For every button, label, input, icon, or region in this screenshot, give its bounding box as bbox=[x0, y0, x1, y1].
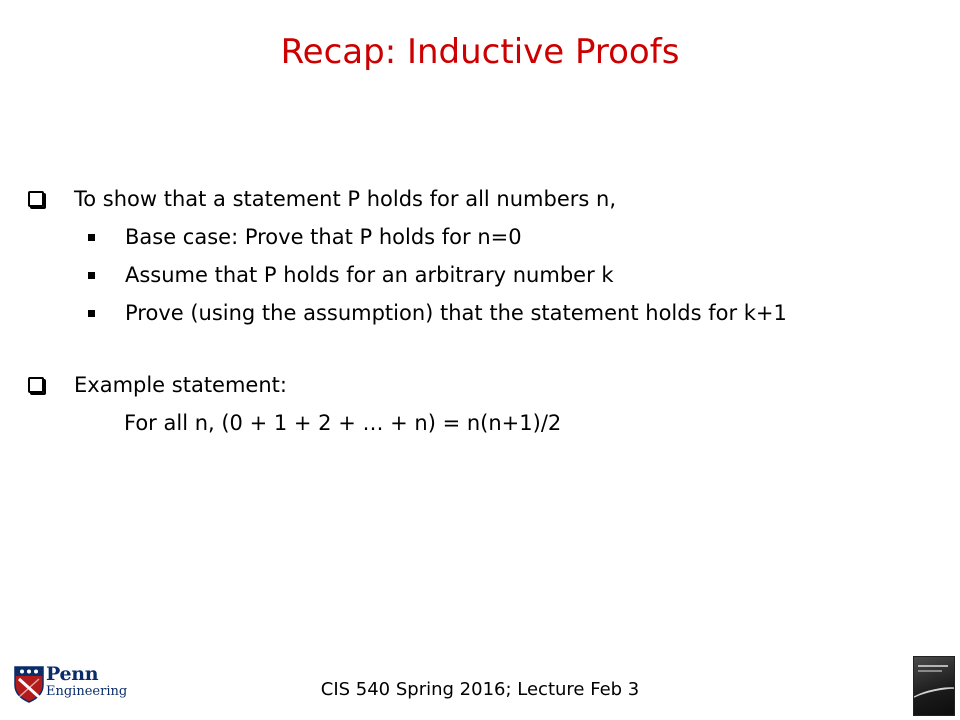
spacer bbox=[28, 332, 928, 366]
book-cover-thumbnail bbox=[913, 656, 955, 716]
book-cover-swoosh bbox=[913, 683, 955, 710]
sub-bullet-item-2 bbox=[28, 256, 928, 294]
small-square-bullet-icon bbox=[88, 234, 95, 241]
sub-bullet-item-3 bbox=[28, 294, 928, 332]
slide-content bbox=[28, 180, 928, 442]
bullet-item-2 bbox=[28, 366, 928, 404]
slide-footer: CIS 540 Spring 2016; Lecture Feb 3 bbox=[320, 679, 640, 700]
slide-title: Recap: Inductive Proofs bbox=[280, 32, 680, 72]
logo-subtitle: Engineering bbox=[46, 684, 128, 699]
small-square-bullet-icon bbox=[88, 272, 95, 279]
small-square-bullet-icon bbox=[88, 310, 95, 317]
square-bullet-icon bbox=[28, 191, 44, 207]
sub-bullet-text: Assume that P holds for an arbitrary number k bbox=[125, 263, 614, 287]
sub-bullet-item-1 bbox=[28, 218, 928, 256]
bullet-text: To show that a statement P holds for all numbers n, bbox=[74, 187, 616, 211]
bullet-text: Example statement: bbox=[74, 373, 287, 397]
bullet-continuation bbox=[28, 404, 928, 442]
sub-bullet-text: Base case: Prove that P holds for n=0 bbox=[125, 225, 522, 249]
book-subtitle-stripe bbox=[918, 670, 942, 672]
sub-bullet-text: Prove (using the assumption) that the statement holds for k+1 bbox=[125, 301, 787, 325]
formula-text: For all n, (0 + 1 + 2 + … + n) = n(n+1)/2 bbox=[124, 411, 562, 435]
book-title-stripe bbox=[918, 665, 948, 667]
square-bullet-icon bbox=[28, 377, 44, 393]
bullet-item-1 bbox=[28, 180, 928, 218]
logo-name: Penn bbox=[46, 663, 99, 685]
